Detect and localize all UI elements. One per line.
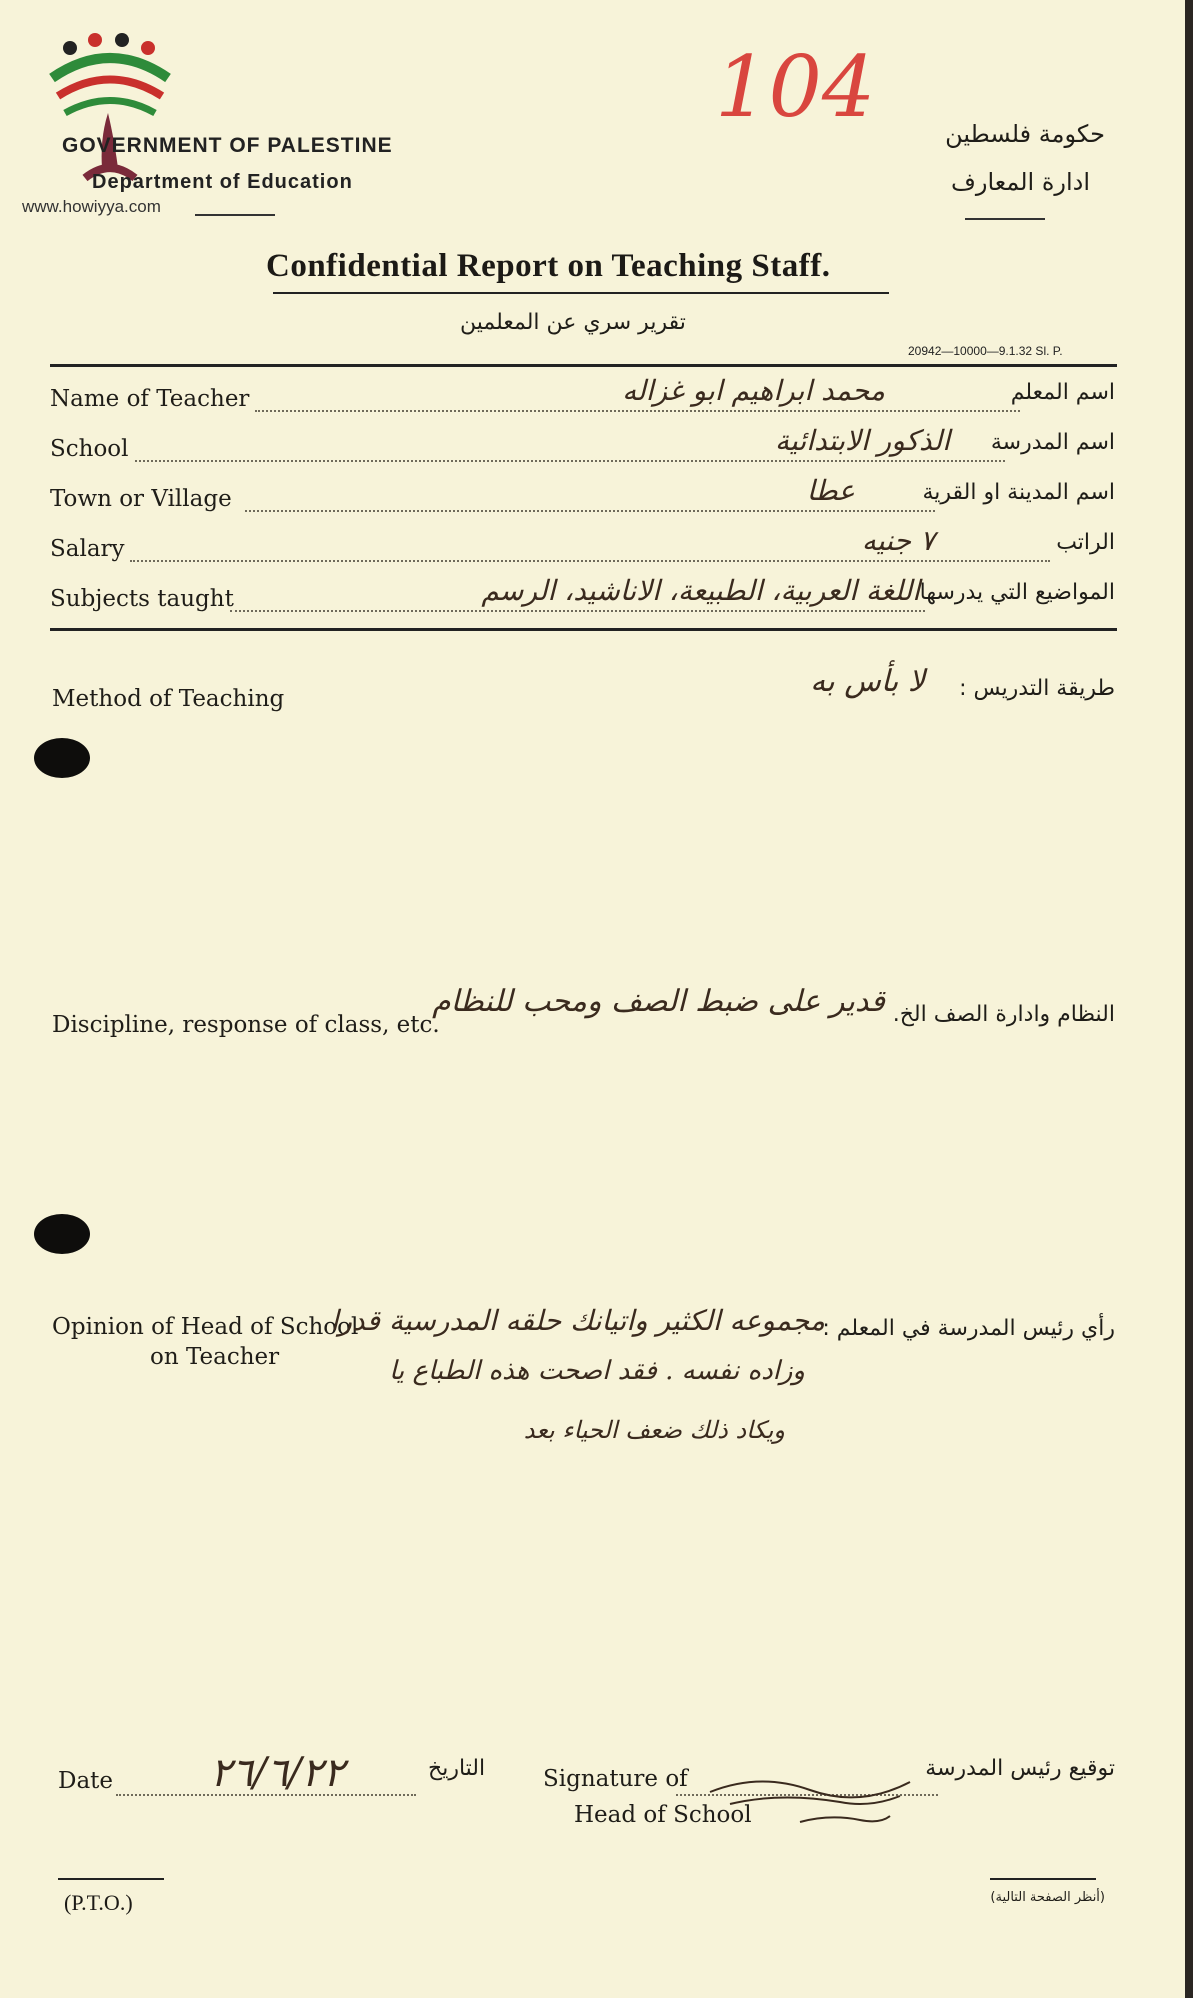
department-title: Department of Education [92, 171, 353, 193]
field-label-arabic: اسم المعلم [1010, 380, 1115, 405]
field-value: عطا [806, 474, 855, 507]
punch-hole-top [34, 738, 90, 778]
fields-bottom-rule [50, 628, 1117, 631]
signature-label: Signature of [543, 1766, 688, 1792]
howiyya-logo-icon [40, 28, 180, 188]
method-label-arabic: طريقة التدريس : [959, 676, 1115, 701]
header-underline [195, 214, 275, 216]
discipline-value: قدير على ضبط الصف ومحب للنظام [432, 984, 885, 1019]
field-label-arabic: اسم المدرسة [990, 430, 1115, 455]
field-dotted-line [130, 560, 1050, 562]
date-label: Date [58, 1768, 114, 1794]
pto-label-arabic: (أنظر الصفحة التالية) [990, 1890, 1105, 1905]
arabic-header-underline [965, 218, 1045, 220]
punch-hole-bottom [34, 1214, 90, 1254]
method-value: لا بأس به [810, 664, 925, 699]
government-title: GOVERNMENT OF PALESTINE [62, 134, 393, 157]
report-title-arabic: تقرير سري عن المعلمين [460, 310, 686, 335]
signature-label-2: Head of School [574, 1802, 752, 1828]
government-title-arabic: حكومة فلسطين [945, 120, 1105, 148]
discipline-label: Discipline, response of class, etc. [52, 1012, 440, 1038]
opinion-line-1: مجموعه الكثير واتيانك حلقه المدرسية قدرا [330, 1304, 825, 1337]
watermark-url: www.howiyya.com [22, 197, 161, 216]
field-label-arabic: اسم المدينة او القرية [922, 480, 1115, 505]
field-dotted-line [135, 460, 1005, 462]
field-dotted-line [230, 610, 925, 612]
department-title-arabic: ادارة المعارف [950, 168, 1090, 196]
opinion-label-arabic: رأي رئيس المدرسة في المعلم : [822, 1316, 1115, 1341]
print-code: 20942—10000—9.1.32 Sl. P. [908, 344, 1063, 358]
signature-scribble-icon [700, 1752, 920, 1842]
date-value: ٢٦/٦/٢٢ [210, 1750, 345, 1796]
opinion-line-2: وزاده نفسه . فقد اصحت هذه الطباع يا [389, 1356, 805, 1386]
field-value: محمد ابراهيم ابو غزاله [622, 374, 885, 407]
date-label-arabic: التاريخ [428, 1756, 486, 1781]
page-number-handwritten: 104 [715, 38, 876, 136]
pto-label: (P.T.O.) [64, 1890, 133, 1915]
report-title: Confidential Report on Teaching Staff. [266, 248, 831, 284]
field-label: Town or Village [50, 486, 232, 512]
field-label-arabic: الراتب [1056, 530, 1115, 555]
field-dotted-line [255, 410, 1020, 412]
field-label: Subjects taught [50, 586, 234, 612]
opinion-label-2: on Teacher [150, 1344, 280, 1370]
fields-top-rule [50, 364, 1117, 367]
method-label: Method of Teaching [52, 686, 285, 712]
pto-rule-arabic [990, 1878, 1096, 1880]
field-value: الذكور الابتدائية [775, 424, 950, 457]
field-value: اللغة العربية، الطبيعة، الاناشيد، الرسم [481, 574, 920, 607]
field-label: School [50, 436, 129, 462]
title-underline [273, 292, 889, 294]
signature-label-arabic: توقيع رئيس المدرسة [925, 1756, 1115, 1781]
field-label: Salary [50, 536, 125, 562]
field-label: Name of Teacher [50, 386, 250, 412]
discipline-label-arabic: النظام وادارة الصف الخ. [892, 1002, 1115, 1027]
opinion-label: Opinion of Head of School [52, 1314, 359, 1340]
field-value: ٧ جنيه [861, 524, 935, 557]
field-label-arabic: المواضيع التي يدرسها [919, 580, 1115, 605]
pto-rule [58, 1878, 164, 1880]
opinion-line-3: ويكاد ذلك ضعف الحياء بعد [523, 1416, 785, 1444]
field-dotted-line [245, 510, 935, 512]
